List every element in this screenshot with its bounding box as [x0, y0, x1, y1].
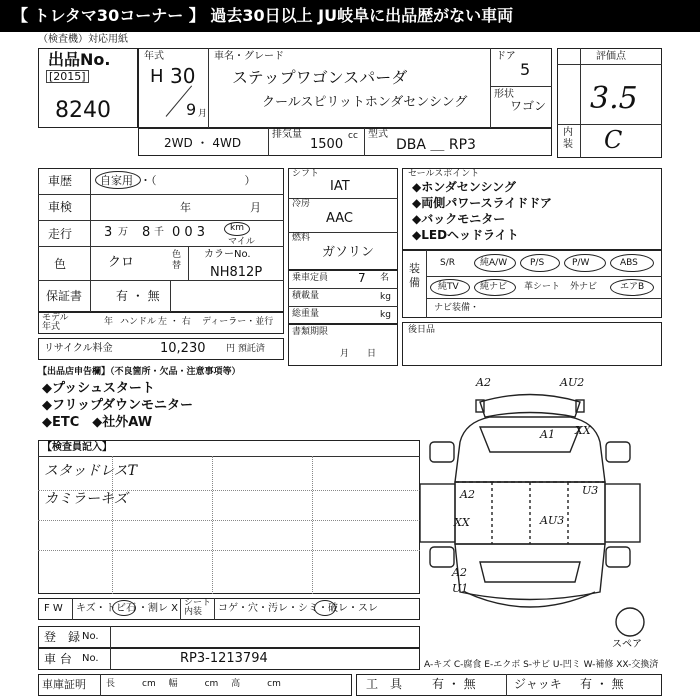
fw-items-4: コゲ・穴・汚レ・シミ・破レ・スレ	[218, 603, 378, 614]
car-name: ステップワゴンスパーダ	[232, 68, 408, 87]
mark-u1: U1	[452, 582, 469, 595]
fw-label: F W	[44, 603, 63, 614]
mark-xx-left: XX	[454, 516, 470, 529]
equip-2-4: エアB	[620, 282, 645, 292]
month-suffix: 月	[198, 109, 208, 119]
after-box	[402, 322, 662, 366]
mileage-rest: 0 0 3	[172, 225, 206, 240]
windshield	[480, 427, 580, 452]
recycle-label: リサイクル料金	[44, 343, 113, 354]
spare-label: スペア	[612, 639, 642, 650]
sheet-label: シート内装	[184, 598, 212, 617]
model-year-label: モデル年式	[42, 313, 69, 332]
ac-label: 冷房	[292, 199, 311, 209]
handle-value: 左 ・ 右	[158, 317, 191, 327]
recycle-unit: 円 預託済	[226, 344, 265, 354]
weight-label: 総重量	[292, 309, 320, 319]
color: クロ	[108, 255, 135, 270]
shape: ワゴン	[510, 99, 547, 113]
navi-label: ナビ装備	[434, 303, 471, 313]
sales-item-3: ◆LEDヘッドライト	[412, 228, 519, 242]
capacity-unit: 名	[380, 273, 390, 283]
lot-number: 8240	[55, 98, 111, 123]
shape-label: 形状	[494, 89, 514, 100]
score: 3.5	[590, 81, 638, 116]
rear-body	[455, 544, 605, 600]
sales-label: セールスポイント	[408, 169, 480, 179]
recycle-value: 10,230	[160, 341, 206, 356]
equip-1-1: 純A/W	[480, 258, 508, 268]
note-0: ◆プッシュスタート	[42, 381, 155, 396]
capacity: 7	[358, 271, 366, 285]
equip-1-0: S/R	[440, 258, 455, 268]
right-side	[605, 484, 640, 542]
wheel-fr	[606, 442, 630, 462]
equip-1-4: ABS	[620, 258, 638, 268]
color-label: 色	[54, 257, 67, 271]
weight-unit: kg	[380, 310, 391, 320]
era: H	[150, 66, 164, 87]
after-label: 後日品	[408, 325, 436, 335]
model-label: 型式	[368, 129, 388, 140]
history-rest: ・（ ）	[140, 174, 256, 187]
interior-label: 内装	[563, 127, 573, 150]
chassis-label: 車 台	[44, 652, 72, 666]
shift-label: シフト	[292, 169, 320, 179]
handle-label: ハンドル	[120, 317, 157, 327]
left-side	[420, 484, 455, 542]
equip-label: 装備	[409, 262, 420, 289]
color-change-label: 色替	[172, 250, 182, 271]
equip-1-3: P/W	[572, 258, 590, 268]
ac: AAC	[326, 211, 353, 226]
reg-no: No.	[82, 631, 99, 642]
fw-items-1: キズ・ト	[76, 603, 116, 614]
score-label: 評価点	[596, 51, 626, 62]
cert-cells: 長 cm 幅 cm 高 cm	[106, 679, 281, 689]
notes-label: 【出品店申告欄】（不良箇所・欠品・注意事項等）	[38, 367, 241, 377]
wheel-rl	[430, 547, 454, 567]
equip-2-1: 純ナビ	[480, 282, 508, 292]
color-code-label: カラーNo.	[204, 249, 251, 260]
rear-window	[480, 562, 580, 582]
mark-a2-rear: A2	[452, 566, 467, 579]
mark-a2-top: A2	[476, 376, 491, 389]
doc-unit: 月 日	[340, 349, 377, 359]
jack-label: ジャッキ	[514, 677, 562, 691]
note-1: ◆フリップダウンモニター	[42, 398, 194, 413]
model-year-unit: 年	[104, 317, 114, 327]
history-value: 自家用	[100, 174, 133, 187]
drive: 2WD ・ 4WD	[164, 136, 242, 150]
mileage-man: 3	[104, 225, 113, 240]
man: 万	[118, 227, 128, 238]
form-subtitle: （検査機）対応用紙	[38, 34, 128, 45]
name-label: 車名・グレード	[214, 51, 284, 62]
equip-2-0: 純TV	[438, 282, 459, 292]
mark-u3: U3	[582, 484, 599, 497]
tools-label: 工 具	[366, 677, 403, 691]
lot-label: 出品No.	[48, 50, 111, 69]
mark-xx-right: XX	[575, 424, 591, 437]
equip-2-3: 外ナビ	[570, 282, 598, 292]
mileage-sen: 8	[142, 225, 151, 240]
jack-value: 有 ・ 無	[580, 677, 624, 691]
doors: 5	[520, 60, 531, 79]
door-label: ドア	[496, 51, 516, 62]
chassis-no: No.	[82, 653, 99, 664]
sen: 千	[154, 227, 164, 238]
rear-roof-outline	[480, 395, 580, 418]
fw-items-3: ・割レ X	[138, 603, 179, 614]
history-label: 車歴	[48, 174, 73, 188]
reg-label: 登 録	[44, 630, 81, 644]
shift: IAT	[330, 179, 350, 194]
cc: cc	[348, 131, 358, 141]
lot-year: [2015]	[46, 70, 89, 83]
tools-value: 有 ・ 無	[432, 677, 476, 691]
displacement: 1500	[310, 137, 344, 152]
car-diagram	[410, 372, 650, 650]
year-label: 年式	[144, 51, 164, 62]
banner: 【 トレタマ30コーナー 】 過去30日以上 JU岐阜に出品歴がない車両	[0, 0, 700, 32]
inspector-label: 【検査員記入】	[42, 442, 112, 453]
doc-label: 書類期限	[292, 327, 329, 337]
inspection-label: 車検	[48, 200, 73, 214]
chassis: RP3-1213794	[180, 651, 268, 666]
km: km	[230, 223, 244, 233]
month: 9	[186, 100, 197, 119]
inspector-line-2: カミラーキズ	[44, 491, 128, 507]
interior: C	[604, 126, 623, 154]
mark-au2-top: AU2	[560, 376, 585, 389]
load-unit: kg	[380, 292, 391, 302]
fuel-label: 燃料	[292, 233, 311, 243]
displacement-label: 排気量	[272, 129, 302, 140]
capacity-label: 乗車定員	[292, 273, 329, 283]
wheel-fl	[430, 442, 454, 462]
inspection-month: 月	[250, 201, 261, 214]
year: 30	[170, 64, 196, 88]
mark-a2-left: A2	[460, 488, 475, 501]
navi-value: ・	[470, 303, 480, 313]
mileage-label: 走行	[48, 227, 73, 241]
equip-1-2: P/S	[530, 258, 545, 268]
damage-codes: A-キズ C-腐食 E-エクボ S-サビ U-凹ミ W-補修 XX-交換済	[424, 660, 659, 670]
cert-label: 車庫証明	[42, 678, 86, 691]
mile: マイル	[228, 237, 255, 247]
spare-tire	[616, 608, 644, 636]
inspector-line-1: スタッドレスT	[44, 463, 137, 479]
sales-item-2: ◆バックモニター	[412, 212, 506, 226]
fw-items-2: ビ石	[116, 603, 136, 614]
dealer-label: ディーラー・並行	[202, 317, 274, 327]
note-2: ◆ETC ◆社外AW	[42, 415, 153, 430]
load-label: 積載量	[292, 291, 320, 301]
warranty-value: 有 ・ 無	[116, 289, 160, 303]
equip-2-2: 革シート	[524, 282, 561, 292]
mark-a1: A1	[540, 428, 555, 441]
warranty-label: 保証書	[46, 289, 83, 303]
mark-au3: AU3	[540, 514, 565, 527]
wheel-rr	[606, 547, 630, 567]
sales-item-0: ◆ホンダセンシング	[412, 180, 516, 194]
grade: クールスピリットホンダセンシング	[262, 95, 468, 110]
color-code: NH812P	[210, 265, 263, 280]
fuel: ガソリン	[322, 245, 375, 260]
inspection-year: 年	[180, 201, 191, 214]
sales-item-1: ◆両側パワースライドドア	[412, 196, 552, 210]
model: DBA ＿ RP3	[396, 137, 476, 153]
